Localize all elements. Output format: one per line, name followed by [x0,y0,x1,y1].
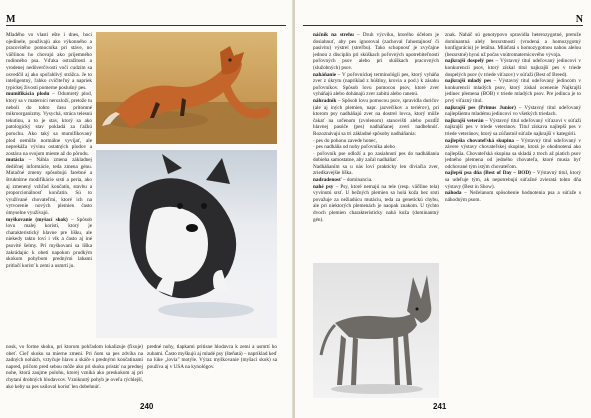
left-entry-mumifikacia [6,91,92,157]
entry-term: najlepší psa dňa (Best of Day – BOD) [445,170,531,177]
left-bottom-text-col1 [6,344,143,396]
husky-illustration [96,150,277,338]
entry-text: – Výstavný titul udeľovaný jedincom v konkurencii mladých psov, ktorý získal ocenenie Najkrajší jedinec plemena (BOB) v triede mladých psov. Pre jedinca je to prvý víťazný titul. [445,78,581,104]
entry-text: – Neželanom spôsobenie hodnotenia psa a súťaže s náhodným psom. [445,190,581,203]
fox-pounce-image [96,32,277,144]
right-entry-nahe-psy [313,184,439,224]
right-entry-nahradnik [313,98,439,138]
entry-text: – Spôsob lovu malej koristi, ktorý je charakteristický hlavne pre líšku, ale niekedy takto loví i vlk a často aj iné psovité šelmy. Pri myškovaní sa líška zakrádajúc k obeti napokon prudkým skokom pohybom prednými labami pritlačí korisť k zemi a usmrtí ju. [6,216,92,269]
entry-term: najlepšia chovateľská skupina [445,137,514,144]
entry-term: mumifikácia plodu [6,91,50,98]
entry-term: náhradník [313,97,337,104]
right-list-item: · pes nadháňa od nohy poľovníka alebo [313,144,395,151]
entry-text: – Spôsob lovu pomocou psov, spravidla duričov (ale aj iných plemien, napr. jazvečíkov a teriérov), pri ktorom psy nadháňajú zver na dostrel lovca, ktorý môže čakať na určenom (zvolenom) stanovišti alebo pozdĺž hlavnej pasúče (pes) nadháňanej zveri nadbehnúť. Rozoznávajú sa tri základné spôsoby nadháňania: [313,97,439,137]
entry-term: náčník na strehu [313,32,354,38]
right-entry-veteran [445,118,581,138]
right-header-letter: N [575,14,583,25]
right-entry-nadradenost [313,177,439,184]
entry-text: – Výstavný titul, ktorý sa udeľuje tým, ak nepotrebujú súťažné zvieratá tohto dňa výstavy (Best in Show). [445,170,581,190]
left-entry-myskovanie [6,217,92,270]
left-entry-mutacia [6,157,92,216]
entry-text: – V poľovníckej terminológii pes, ktorý vyháňa zver z úkrytu (napríklad z húštiny, krovia a pod.) k zásahu poľovníkov. Spôsob lovu pomocou psov, ktoré zver vyháňajú alebo dohánajú zver zabitú alebo ranenú. [313,71,439,98]
entry-text: – Výstavný titul udeľovaný najlepšiemu mladému jedincovi vo všetkých triedach. [445,104,581,118]
right-col2-continuation [445,32,581,58]
list-item: pes do pohonu zavede honec, [316,137,377,144]
hairless-dog-image [313,263,439,398]
entry-term: naháňanie [313,71,337,78]
husky-puppy-image [96,150,277,338]
entry-term: najkrajší mladý pes [445,78,492,85]
entry-text: znak. Naháč sú genotypovo spravidla heterozygotné, pretože dominantná alely bezsrstnosti (vrodená a homozygotný konfiguráciu) je letálna. Mláďatá s homozygotnou nahou alelou (bezsrstné) hynú už počas vnútromaternicového vývoja. [445,32,581,58]
right-entry-chovatelska-skupina [445,138,581,171]
entry-term: najkrajší veterán [445,117,484,124]
right-col1-after: Nadháňaním sa u nás loví prakticky len diviačia zver, zriedkavejšie líška. [313,163,439,177]
entry-text: – Odumretý plod, ktorý sa v maternici nerozloží, pretože tu neboli do tohto času prítomné mikroorganizmy. Vysychá, stráca telesnú tekutinu, a to je stav, ktorý sa ako patologický stav pokladá za ťažkú poruchu. Ako taký sa mumifikovaný plod nemôže normálne vyvíjať, ale neprekáža vývinu ostatných plodov a zostáva na svojom mieste až do pôrodu. [6,91,92,157]
left-bottom-paragraph: nosk, vo forme skoku, pri ktorom pohľadom lokalizuje (fixuje) obeť. Cieľ skoku sa mierne zmení. Pri ňom sa pes zdvíha na zadných nohách, vztyčuje hlavu a skáče s prednými končatinami napred, pričom pred sebou môže ako pri skoku pristáť na prednej nohe, ktorá zaujme polohu, ktorej vzniká ako preskokom aj pri chytaní drobných hlodavcov. Vzniknutý pohyb je oveľa rýchlejší, ako keby sa pes usiloval korisť len dobehnúť. [6,344,143,390]
right-list-item: · pes do pohonu zavede honec, [313,137,377,144]
right-header-rule [303,25,583,26]
left-header-letter: M [6,14,16,25]
list-item: pes nadháňa od nohy poľovníka alebo [316,144,395,151]
right-entry-najkrajsi-dospely [445,58,581,78]
entry-term: myškovanie (myšací skok) [6,216,68,223]
left-column-text [6,32,92,362]
left-bottom-paragraph-2: predné nohy, tlapkami pritisne hlodavca k zemi a usmrtí ho zubami. Často myškujú aj mladé psy (šteňatá) – napríklad keď na lúke „lovia" motýle. Výraz myškovanie (myšací skok) sa používa aj v USA na kynológov. [147,344,277,370]
left-header-rule [6,25,286,26]
left-bottom-text-col2 [147,344,277,396]
entry-term: nadradenosť [313,177,342,184]
right-entry-nahoda [445,190,581,203]
right-list-item: · poľovník pse odloží a po zasiahnutí pes do nadháňania dobieha samostatne, aby začal nadháňať. [313,150,439,164]
right-entry-best-of-day [445,170,581,190]
entry-text: – Výstavný titul udeľovaný jedincovi v konkurencii psov, ktorý získal titul najkrajší pes v triede dospelých psov (v triede víťazov) v súťaži (Best of Breed). [445,58,581,78]
list-item: poľovník pse odloží a po zasiahnutí pes do nadháňania dobieha samostatne, aby začal nadháňať. [313,150,439,164]
right-entry-nahananie [313,72,439,98]
fox-illustration [96,32,277,144]
entry-term: nahé psy [313,183,334,190]
right-column-2-text [445,32,581,396]
entry-text: – Výstavný titul udeľovaný víťazovi v súťaži najkrajší pes v triede veteránov. Titul získava najlepší pes v triede veteránov, ktorý sa zúčastnil súťaže najkrajší v kategórii. [445,117,581,137]
entry-term: mutácia [6,157,24,164]
right-page-number: 241 [433,402,447,411]
right-page [295,0,591,418]
right-entry-najkrajsi-mlady [445,78,581,104]
left-page-number: 240 [140,402,154,411]
entry-text: – dominancia. [342,177,373,184]
entry-term: najkrajší pes (Primus Junior) [445,104,516,111]
right-column-1-text [313,32,439,260]
right-entry-nacnik [313,32,439,72]
hairless-dog-illustration [313,263,439,398]
left-intro-paragraph: Mladého vo vlasti ešte i dnes, hoci ojedinele, používajú ako výkonného a pracovitého pomocníka pri stáve, no väčšinou ho chovajú ako prijemného rodinného psa. Vďaka ostražitosti a vrodenej nedôverčivosti voči cudzím sa osvedčil aj ako spoľahlivý strážca. Je to inteligentný, ľahko cvičiteľný a napriek typickej živosti pomerne poslušný pes. [6,32,92,91]
entry-text: – Náhla zmena základnej dedičnej informácie, teda zmena génu. Mutačné zmeny spôsobujú farebné a štruktúrne modifikácie srsti a peria, ako aj zmenený vzhľad končatín, stavbu a proporcionálnosť končatín. Sú to využívané chovateľmi, ktoré ich na vytvorenie nových plemien často úmyselne využívajú. [6,157,92,217]
entry-term: náhoda [445,190,462,197]
left-page [0,0,293,418]
entry-text: – Psy, ktoré nemajú na tele (resp. väčšine tela) vyvinutú srsť. U bežných plemien sa holá koža bez srsti považuje za nežiadúcu mutáciu, teda za genetickú chybu, ale pri niektorých plemenách je naopak znakom. U týchto dvoch plemien charakteristicky nahá koža (dominantný gén). [313,183,439,223]
entry-text: – Výstavný titul udeľovaný v závere výstavy chovateľskej skupine, ktorá je ohodnotená ako najlepšia. Chovateľská skupina sa skladá z troch až piatich psov jedného plemena od jedného chovateľa, ktoré musia byť odchované tým istým chovateľom. [445,137,581,170]
entry-text: – Druh výcviku, ktorého účelom je dosiahnuť, aby pes ignoroval (zachoval ľahostajnosť či pasivitu) výstrel (streľbu). Tako schopnosť je zvyčajne jednou z disciplín pri skúškach poľovných upotrebiteľnosti poľovných psov alebo pri skúškach pracovných (služobných) psov. [313,32,439,71]
entry-term: najkrajší dospelý pes [445,58,494,65]
right-entry-primus-junior [445,105,581,118]
